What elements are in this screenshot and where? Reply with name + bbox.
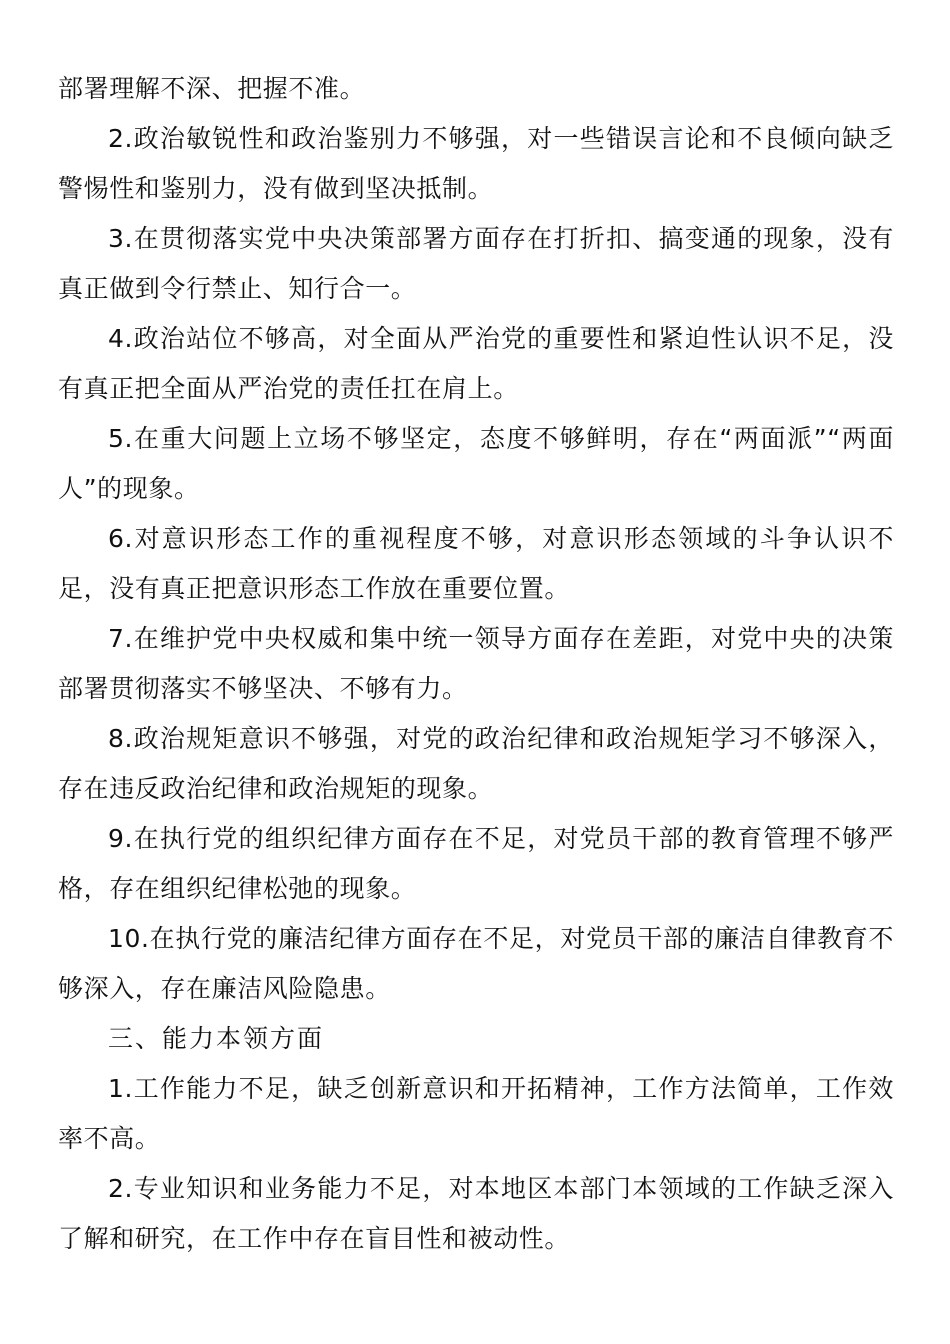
section-heading: 三、能力本领方面 [108,1024,325,1053]
paragraph-continuation: 部署理解不深、把握不准。 [58,74,366,103]
paragraph-item-2: 2.政治敏锐性和政治鉴别力不够强，对一些错误言论和不良倾向缺乏警惕性和鉴别力，没有做到坚决抵制。 [58,124,894,203]
paragraph-item-10: 10.在执行党的廉洁纪律方面存在不足，对党员干部的廉洁自律教育不够深入，存在廉洁风险隐患。 [58,924,894,1003]
paragraph-item-9: 9.在执行党的组织纪律方面存在不足，对党员干部的教育管理不够严格，存在组织纪律松弛的现象。 [58,824,894,903]
paragraph-item-5: 5.在重大问题上立场不够坚定，态度不够鲜明，存在“两面派”“两面人”的现象。 [58,424,894,503]
paragraph-item-4: 4.政治站位不够高，对全面从严治党的重要性和紧迫性认识不足，没有真正把全面从严治党的责任扛在肩上。 [58,324,894,403]
document-page [58,64,894,1264]
section-paragraph-2: 2.专业知识和业务能力不足，对本地区本部门本领域的工作缺乏深入了解和研究，在工作中存在盲目性和被动性。 [58,1174,894,1253]
paragraph-item-8: 8.政治规矩意识不够强，对党的政治纪律和政治规矩学习不够深入，存在违反政治纪律和政治规矩的现象。 [58,724,894,803]
paragraph-item-7: 7.在维护党中央权威和集中统一领导方面存在差距，对党中央的决策部署贯彻落实不够坚决、不够有力。 [58,624,894,703]
paragraph-item-3: 3.在贯彻落实党中央决策部署方面存在打折扣、搞变通的现象，没有真正做到令行禁止、知行合一。 [58,224,894,303]
section-paragraph-1: 1.工作能力不足，缺乏创新意识和开拓精神，工作方法简单，工作效率不高。 [58,1074,894,1153]
paragraph-item-6: 6.对意识形态工作的重视程度不够，对意识形态领域的斗争认识不足，没有真正把意识形态工作放在重要位置。 [58,524,894,603]
